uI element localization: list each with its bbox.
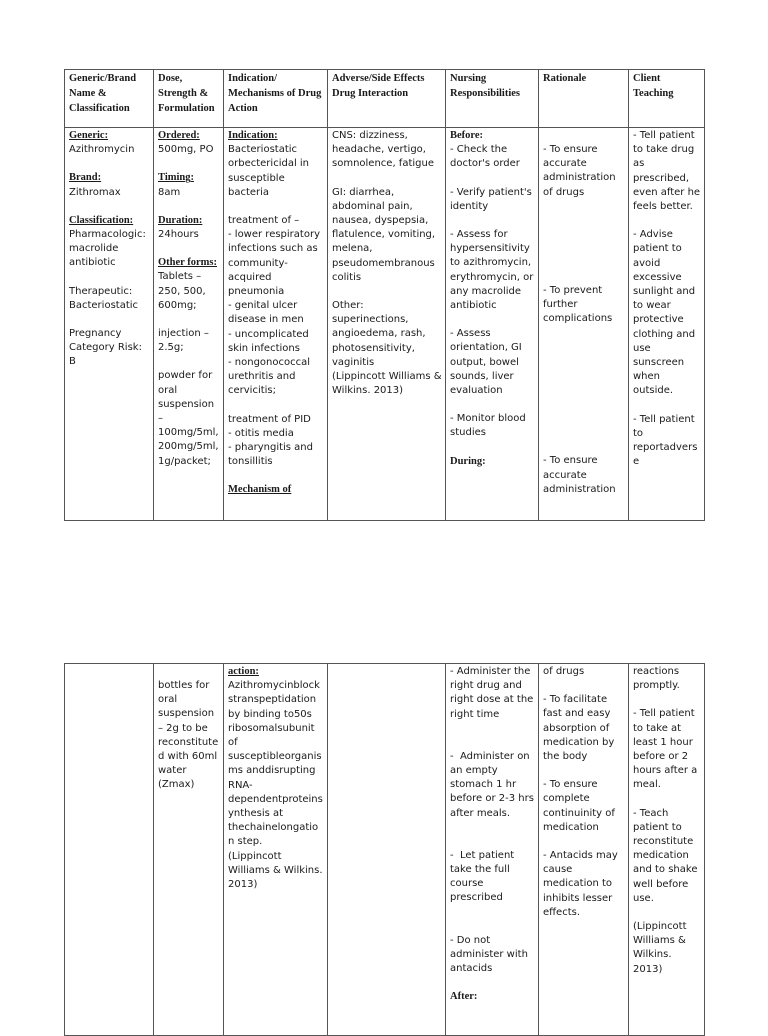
bottles-form: bottles for oral suspension – 2g to be reconstituted with 60ml water (Zmax): [158, 680, 221, 791]
timing-value: 8am: [158, 186, 181, 198]
table-row: [65, 128, 705, 521]
teaching-item: - Tell patient to take drug as prescribed, even after he feels better.: [633, 130, 704, 213]
rationale-item: - To ensure accurate administration: [543, 455, 616, 495]
rationale-item: - To prevent further complications: [543, 284, 613, 325]
rationale-cell: [539, 664, 629, 1036]
header-rationale: Rationale: [539, 70, 629, 128]
generic-heading: Generic:: [69, 130, 109, 141]
client-teaching-cell: [629, 664, 705, 1036]
brand-heading: Brand:: [69, 172, 102, 184]
drug-study-table-page-1: [64, 69, 705, 521]
generic-brand-cell: [65, 128, 154, 521]
treatment-list: treatment of – - lower respiratory infections such as community-acquired pneumonia - genital ulcer disease in men - uncomplicated skin infections - nongonococcal urethritis and cervicitis;: [228, 215, 320, 397]
nursing-item: - Assess for hypersensitivity to azithromycin, erythromycin, or any macrolide antibiotic: [450, 229, 537, 312]
ordered-heading: Ordered:: [158, 130, 200, 141]
header-row: [65, 70, 705, 128]
rationale-item: - To facilitate fast and easy absorption of medication by the body: [543, 694, 618, 763]
drug-study-table-page-2: [64, 663, 705, 1036]
generic-brand-cell: [65, 664, 154, 1036]
nursing-item: - Verify patient's identity: [450, 186, 536, 212]
header-indication: Indication/ Mechanisms of Drug Action: [224, 70, 328, 128]
gi-effects: GI: diarrhea, abdominal pain, nausea, dyspepsia, flatulence, vomiting, melena, pseudomembranous colitis: [332, 186, 439, 283]
action-heading: action:: [228, 666, 259, 677]
powder-form: powder for oral suspension – 100mg/5ml, 200mg/5ml, 1g/packet;: [158, 370, 222, 467]
dose-cell: [154, 664, 224, 1036]
indication-text: Bacteriostatic orbectericidal in susceptible bacteria: [228, 144, 313, 198]
injection-form: injection – 2.5g;: [158, 328, 213, 354]
cns-effects: CNS: dizziness, headache, vertigo, somnolence, fatigue: [332, 130, 434, 170]
nursing-item: - Assess orientation, GI output, bowel sounds, liver evaluation: [450, 328, 525, 397]
indication-heading: Indication:: [228, 130, 278, 141]
mechanism-text: Azithromycinblockstranspeptidation by binding to50s ribosomalsubunit of susceptibleorganisms anddisrupting RNA-dependentproteinsynthesis at thechainelongation step. (Lippincott Williams & Wilkins. 2013): [228, 680, 323, 891]
duration-heading: Duration:: [158, 214, 203, 226]
nursing-item: - Do not administer with antacids: [450, 934, 532, 975]
header-nursing-responsibilities: Nursing Responsibilities: [446, 70, 539, 128]
other-effects: Other: superinections, angioedema, rash, photosensitivity, vaginitis (Lippincott Williams & Wilkins. 2013): [332, 300, 442, 397]
rationale-item: - To ensure complete continuinity of medication: [543, 779, 619, 833]
classification-heading: Classification:: [69, 214, 134, 226]
teaching-item: - Advise patient to avoid excessive sunlight and to wear protective clothing and use sunscreen when outside.: [633, 229, 699, 397]
client-teaching-cell: [629, 128, 705, 521]
mechanism-heading: Mechanism of: [228, 484, 292, 496]
teaching-item: - Teach patient to reconstitute medication and to shake well before use.: [633, 807, 701, 904]
nursing-item: - Let patient take the full course prescribed: [450, 849, 518, 904]
rationale-item: of drugs: [543, 666, 585, 677]
rationale-cell: [539, 128, 629, 521]
header-adverse-effects: Adverse/Side Effects Drug Interaction: [328, 70, 446, 128]
ordered-dose: 500mg, PO: [158, 144, 214, 156]
timing-heading: Timing:: [158, 172, 194, 184]
teaching-reference: (Lippincott Williams & Wilkins. 2013): [633, 921, 690, 975]
classification-pharmacologic: Pharmacologic: macrolide antibiotic: [69, 229, 149, 269]
nursing-item: - Monitor blood studies: [450, 413, 529, 439]
teaching-item: - Tell patient to take at least 1 hour before or 2 hours after a meal.: [633, 708, 701, 791]
classification-therapeutic: Therapeutic: Bacteriostatic: [69, 285, 139, 311]
teaching-item: reactions promptly.: [633, 666, 683, 692]
adverse-effects-cell: [328, 128, 446, 521]
nursing-responsibilities-cell: [446, 664, 539, 1036]
after-heading: After:: [450, 991, 478, 1003]
header-generic-brand: Generic/Brand Name & Classification: [65, 70, 154, 128]
teaching-item: - Tell patient to reportadverse: [633, 413, 698, 468]
header-client-teaching: Client Teaching: [629, 70, 705, 128]
mechanism-cell: [224, 664, 328, 1036]
dose-cell: [154, 128, 224, 521]
before-heading: Before:: [450, 130, 484, 141]
nursing-item: - Administer the right drug and right dose at the right time: [450, 666, 537, 720]
nursing-item: - Administer on an empty stomach 1 hr before or 2-3 hrs after meals.: [450, 750, 538, 819]
indication-cell: [224, 128, 328, 521]
duration-value: 24hours: [158, 229, 199, 241]
adverse-effects-cell: [328, 664, 446, 1036]
treatment-pid-list: treatment of PID - otitis media - pharyngitis and tonsillitis: [228, 413, 313, 468]
brand-name: Zithromax: [69, 186, 121, 198]
rationale-item: - Antacids may cause medication to inhibits lesser effects.: [543, 850, 622, 918]
during-heading: During:: [450, 455, 486, 467]
generic-name: Azithromycin: [69, 144, 135, 156]
table-row: [65, 664, 705, 1036]
rationale-item: - To ensure accurate administration of drugs: [543, 144, 619, 198]
other-forms-heading: Other forms:: [158, 257, 217, 269]
pregnancy-category: Pregnancy Category Risk: B: [69, 328, 146, 368]
nursing-item: - Check the doctor's order: [450, 144, 520, 170]
nursing-responsibilities-cell: [446, 128, 539, 521]
header-dose: Dose, Strength & Formulation: [154, 70, 224, 128]
tablets-form: Tablets – 250, 500, 600mg;: [158, 271, 209, 311]
